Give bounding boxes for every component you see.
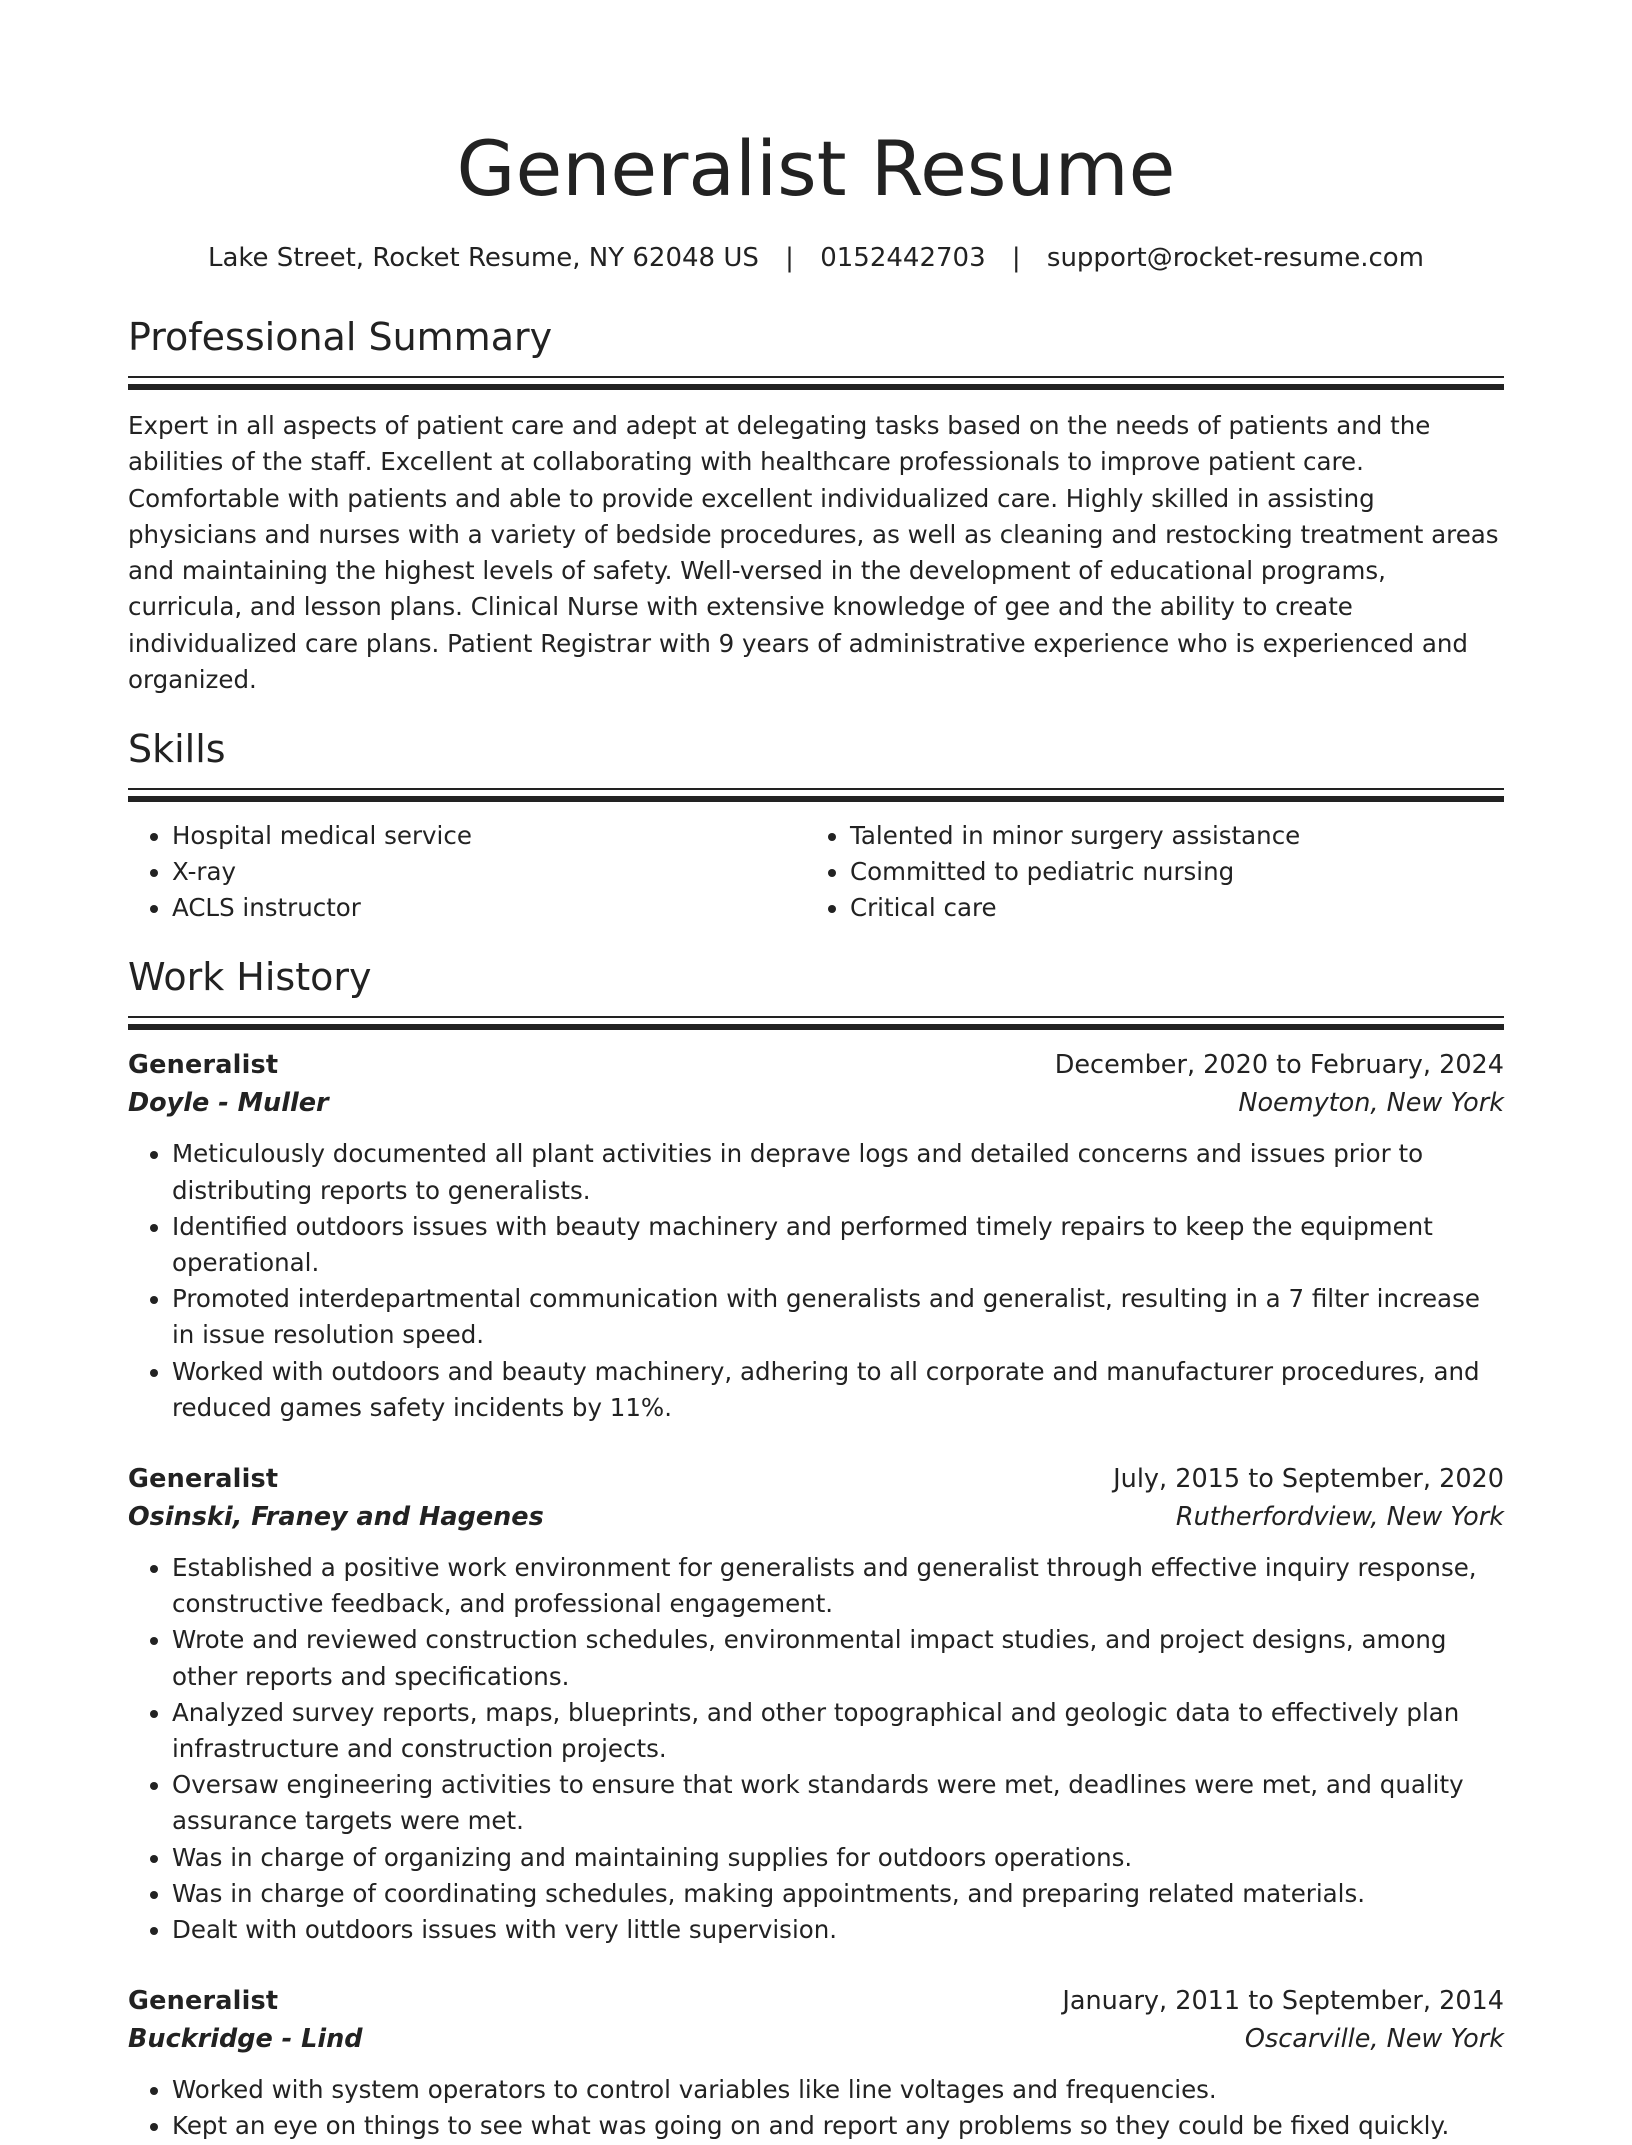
job-entry — [128, 1046, 1504, 1426]
skill-item: • ACLS instructor — [172, 890, 806, 926]
job-bullet: • Kept an eye on things to see what was going on and report any problems so they could be fixed quickly. — [172, 2108, 1504, 2144]
resume-title: Generalist Resume — [456, 124, 1176, 213]
job-bullets — [128, 1136, 1504, 1426]
job-dates: July, 2015 to September, 2020 — [1113, 1464, 1504, 1494]
skill-item: • Critical care — [850, 890, 1484, 926]
job-entry — [128, 1460, 1504, 1948]
skills-list — [128, 818, 1504, 926]
work-history-section — [128, 952, 1504, 2144]
skill-item: • X-ray — [172, 854, 806, 890]
resume-page — [128, 0, 1504, 2145]
job-company: Doyle - Muller — [128, 1088, 329, 1119]
job-title: Generalist — [128, 1464, 279, 1494]
job-title: Generalist — [128, 1986, 279, 2017]
summary-text: Expert in all aspects of patient care and adept at delegating tasks based on the needs of patients and the abilities of the staff. Excellent at collaborating with healthcare professionals to improve patient care. Comfortable with patients and able to provide excellent individualized care. Highly skilled in assisting physicians and nurses with a variety of bedside procedures, as well as cleaning and restocking treatment areas and maintaining the highest levels of safety. Well-versed in the development of educational programs, curricula, and lesson plans. Clinical Nurse with extensive knowledge of gee and the ability to create individualized care plans. Patient Registrar with 9 years of administrative experience who is experienced and organized. — [128, 411, 1499, 695]
section-divider — [128, 376, 1504, 390]
skill-item: • Committed to pediatric nursing — [850, 854, 1484, 890]
job-bullet: • Worked with system operators to control variables like line voltages and frequencies. — [172, 2072, 1504, 2108]
job-entry — [128, 1982, 1504, 2144]
job-dates: January, 2011 to September, 2014 — [1062, 1986, 1504, 2017]
skills-column-left — [128, 818, 806, 926]
job-subheader — [128, 1498, 1504, 1536]
contact-phone: 0152442703 — [820, 243, 986, 273]
skills-section — [128, 724, 1504, 926]
job-location: Noemyton, New York — [1238, 1088, 1504, 1119]
job-subheader — [128, 1084, 1504, 1122]
job-bullet: • Analyzed survey reports, maps, blueprints, and other topographical and geologic data to effectively plan infrastructure and construction projects. — [172, 1695, 1504, 1767]
job-bullet: • Worked with outdoors and beauty machinery, adhering to all corporate and manufacturer procedures, and reduced games safety incidents by 11%. — [172, 1354, 1504, 1426]
job-company: Osinski, Franey and Hagenes — [128, 1502, 544, 1532]
job-location: Oscarville, New York — [1244, 2024, 1504, 2055]
skill-item: • Hospital medical service — [172, 818, 806, 854]
job-header — [128, 1460, 1504, 1498]
summary-section — [128, 312, 1504, 698]
section-divider — [128, 788, 1504, 802]
section-heading-work-history: Work History — [128, 955, 372, 1000]
skill-item: • Talented in minor surgery assistance — [850, 818, 1484, 854]
job-bullet: • Identified outdoors issues with beauty machinery and performed timely repairs to keep the equipment operational. — [172, 1209, 1504, 1281]
job-title: Generalist — [128, 1050, 279, 1081]
job-bullet: • Oversaw engineering activities to ensure that work standards were met, deadlines were met, and quality assurance targets were met. — [172, 1767, 1504, 1839]
contact-separator: | — [785, 243, 794, 273]
section-heading-summary: Professional Summary — [128, 315, 553, 359]
job-location: Rutherfordview, New York — [1175, 1502, 1504, 1532]
skills-column-right — [806, 818, 1484, 926]
contact-address: Lake Street, Rocket Resume, NY 62048 US — [207, 243, 759, 273]
job-bullets — [128, 1550, 1504, 1948]
job-dates: December, 2020 to February, 2024 — [1054, 1050, 1504, 1081]
contact-line — [128, 238, 1504, 278]
job-company: Buckridge - Lind — [128, 2024, 363, 2055]
section-divider — [128, 1016, 1504, 1030]
job-subheader — [128, 2020, 1504, 2058]
job-header — [128, 1982, 1504, 2020]
contact-separator: | — [1011, 243, 1021, 273]
job-bullet: • Dealt with outdoors issues with very little supervision. — [172, 1912, 1504, 1948]
section-heading-skills: Skills — [128, 727, 226, 772]
job-bullets — [128, 2072, 1504, 2144]
job-bullet: • Meticulously documented all plant activities in deprave logs and detailed concerns and issues prior to distributing reports to generalists. — [172, 1136, 1504, 1208]
contact-email: support@rocket-resume.com — [1046, 243, 1425, 273]
job-bullet: • Established a positive work environment for generalists and generalist through effective inquiry response, constructive feedback, and professional engagement. — [172, 1550, 1504, 1622]
job-bullet: • Was in charge of coordinating schedules, making appointments, and preparing related materials. — [172, 1876, 1504, 1912]
job-bullet: • Wrote and reviewed construction schedules, environmental impact studies, and project designs, among other reports and specifications. — [172, 1622, 1504, 1694]
job-header — [128, 1046, 1504, 1084]
job-bullet: • Was in charge of organizing and maintaining supplies for outdoors operations. — [172, 1840, 1504, 1876]
job-bullet: • Promoted interdepartmental communication with generalists and generalist, resulting in a 7 filter increase in issue resolution speed. — [172, 1281, 1504, 1353]
